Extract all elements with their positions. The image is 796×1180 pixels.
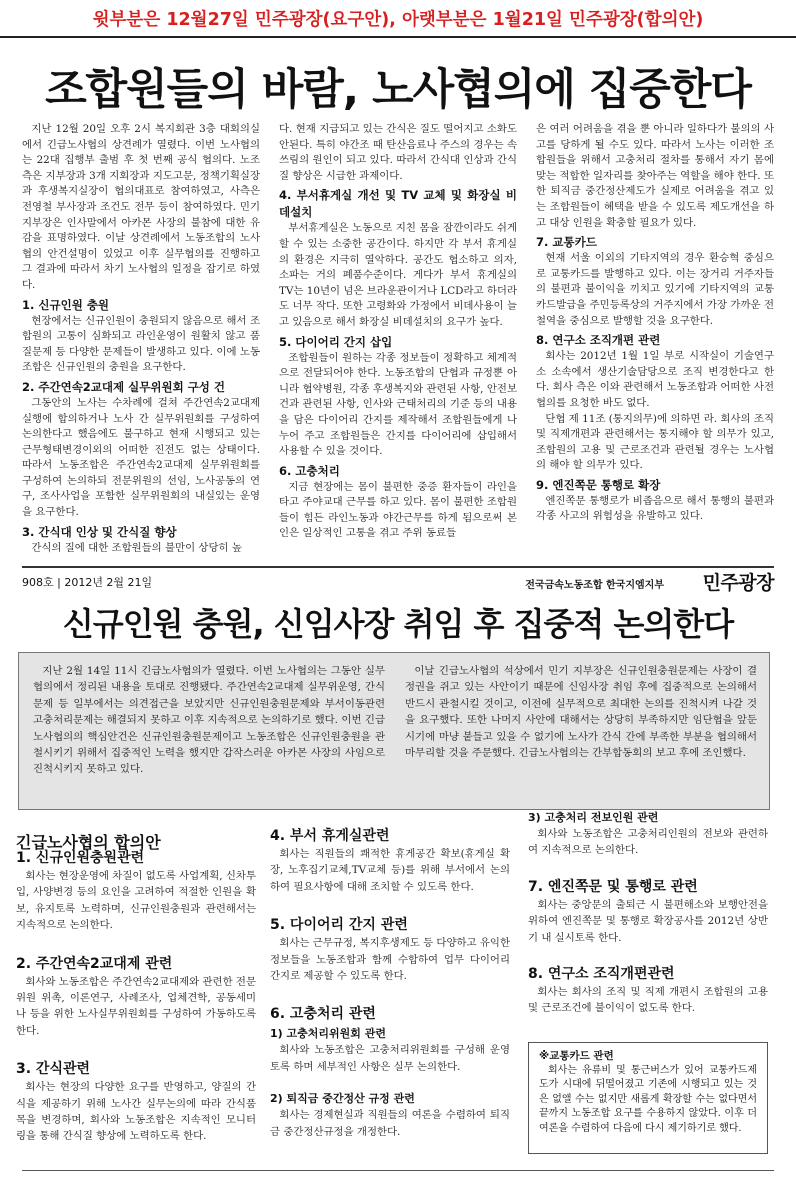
agree-heading-1: 1. 신규인원충원관련 xyxy=(16,850,145,866)
demand-heading-6: 6. 고충처리 xyxy=(279,463,340,478)
agree-text-5: 회사는 근무규정, 복지후생제도 등 다양하고 유익한 정보들을 노동조합과 함께 수합하여 업무 다이어리 간지로 제공할 수 있도록 한다. xyxy=(270,937,510,983)
banner-divider xyxy=(0,36,796,38)
demand-heading-3: 3. 간식대 인상 및 간식질 향상 xyxy=(22,524,177,539)
demand-text-9: 엔진쪽문 통행로가 비좁음으로 해서 통행의 불편과 각종 사고의 위험성을 유발하고 있다. xyxy=(536,494,774,523)
agree-heading-2: 2. 주간연속2교대제 관련 xyxy=(16,955,173,972)
agree-subheading-6-3: 3) 고충처리 전보인원 관련 xyxy=(528,811,659,824)
agree-heading-3: 3. 간식관련 xyxy=(16,1061,91,1078)
headline-second: 신규인원 충원, 신임사장 취임 후 집중적 논의한다 xyxy=(62,605,734,643)
headline-main: 조합원들의 바람, 노사협의에 집중한다 xyxy=(45,65,751,115)
summary-box xyxy=(18,652,770,810)
issue-number: 908호 | 2012년 2월 21일 xyxy=(22,576,153,589)
agree-subheading-6-1: 1) 고충처리위원회 관련 xyxy=(270,1027,386,1041)
page-footer xyxy=(22,566,774,594)
agree-subheading-6-2: 2) 퇴직금 중간정산 규정 관련 xyxy=(270,1092,415,1106)
banner-text: 윗부분은 12월27일 민주광장(요구안), 아랫부분은 1월21일 민주광장(합의안) xyxy=(92,10,704,30)
demand-heading-5: 5. 다이어리 간지 삽입 xyxy=(279,334,393,349)
demand-text-7: 현재 서울 이외의 기타지역의 경우 환승혁 중심으로 교통카드를 발행하고 있다. 이는 장거리 거주자들의 불편과 불이익을 끼치고 있기에 기타지역의 교통카드발급을 주민등록상의 거주지에서 가장 가까운 전철역을 중심으로 발행할 것을 요구한다. xyxy=(536,252,774,327)
summary-right xyxy=(405,663,757,761)
agree-heading-4: 4. 부서 휴게실관련 xyxy=(270,828,390,844)
summary-left xyxy=(33,663,385,778)
agree-heading-7: 7. 엔진쪽문 및 통행로 관련 xyxy=(528,878,698,895)
agree-heading-8: 8. 연구소 조직개편관련 xyxy=(528,966,675,983)
top-banner xyxy=(0,0,796,42)
agree-text-2: 회사와 노동조합은 주간연속2교대제와 관련한 전문위원 위촉, 이론연구, 사례조사, 업체견학, 공동세미나 등을 위한 노사실무위원회를 구성하여 가동하도록 한다. xyxy=(16,975,256,1037)
agreement-column-2 xyxy=(270,826,510,1140)
union-name: 전국금속노동조합 한국지엠지부 xyxy=(525,580,664,591)
agree-heading-5: 5. 다이어리 간지 관련 xyxy=(270,917,408,934)
demand-heading-8: 8. 연구소 조직개편 관련 xyxy=(536,333,661,348)
demand-text-3-cont: 다. 현재 지급되고 있는 간식은 질도 떨어지고 소화도 안된다. 특히 야간조 때 탄산음료나 주스의 경우는 속쓰림의 원인이 되고 있다. 따라서 간식대 인상과 간식질 향상은 시급한 과제이다. xyxy=(279,123,517,182)
bottom-rule xyxy=(22,1170,774,1171)
agree-text-6-2: 회사는 경제현실과 직원들의 여론을 수렴하여 퇴직금 중간정산규정을 개정한다. xyxy=(270,1109,510,1138)
agree-heading-6: 6. 고충처리 관련 xyxy=(270,1006,376,1023)
agreement-column-1 xyxy=(16,838,256,1145)
agree-text-7: 회사는 중앙문의 출퇴근 시 불편해소와 보행안전을 위하여 엔진쪽문 및 통행로 확장공사를 2012년 상반기 내 실시토록 한다. xyxy=(528,898,768,944)
agree-text-1: 회사는 현장운영에 차질이 없도록 사업계획, 신차투입, 사양변경 등의 요인을 고려하여 적절한 인원을 확보, 유지토록 노력하며, 신규인원충원과 관련해서는 지속적으로 논의한다. xyxy=(16,870,256,932)
summary-right-text: 이날 긴급노사협의 석상에서 민기 지부장은 신규인원충원문제는 사장이 결정권을 쥐고 있는 사안이기 때문에 신임사장 취임 후에 집중적으로 논의해서 반드시 관철시킬 것이고, 이전에 실무적으로 최대한 논의를 진척시켜 나갈 것을 요구했다. 또한 나머지 사안에 대해서는 상당히 부족하지만 임단협을 앞둔 시기에 마냥 붙들고 있을 수 없기에 노사가 간식 간에 부족한 부분을 협의해서 마무리할 것을 주문했다. 긴급노사협의는 간부합동회의 보고 후에 조인했다. xyxy=(405,665,757,760)
demand-heading-7: 7. 교통카드 xyxy=(536,235,597,250)
demand-heading-2: 2. 주간연속2교대제 실무위원회 구성 건 xyxy=(22,379,226,394)
article-body-demands xyxy=(22,122,774,556)
summary-left-text: 지난 2월 14일 11시 긴급노사협의가 열렸다. 이번 노사협의는 그동안 실무협의에서 정리된 내용을 토대로 진행됐다. 주간연속2교대제 실무위운영, 간식문제 등 일부에서는 의견접근을 보았지만 신규인원충원문제와 부서이동관련 고충처리문제는 해결되지 못하고 이후 지속적으로 논의하기로 했다. 이번 긴급노사협의의 핵심안건은 신규인원충원문제이고 노동조합은 신규인원충원을 관철시키기 위해서 집중적인 노력을 했지만 갑작스러운 아카몬 사장의 사임으로 진척시키지 못하고 있다. xyxy=(33,665,385,776)
demand-text-5: 조합원들이 원하는 각종 정보들이 정확하고 체계적으로 전달되어야 한다. 노동조합의 단협과 규정뿐 아니라 협약병원, 각종 후생복지와 관련된 사항, 안전보건과 관련된 사항, 인사와 근태처리의 기준 등의 내용을 담은 다이어리 간지를 제작해서 조합원들에게 나누어 주고 조합원들은 간지를 다이어리에 삽입해서 사용할 수 있을 것이다. xyxy=(279,351,517,458)
intro-paragraph: 지난 12월 20일 오후 2시 복지회관 3층 대회의실에서 긴급노사협의 상견례가 열렸다. 이번 노사협의는 22대 집행부 출범 후 첫 번째 공식 협의다. 노조 측은 지부장과 3개 지회장과 지도고문, 정책기획실장과 후생복지실장이 협의대표로 참여하였고, 사측은 전영철 부사장과 조건도 전무 등이 참여하였다. 민기 지부장은 인사말에서 아카몬 사장의 불참에 대한 유감을 표명하였다. 이날 상견례에서 노동조합의 노사협의 안건설명이 있었고 이후 실무협의를 진행하고 그 결과에 따라서 차기 노사협의 일정을 잡기로 하였다. xyxy=(22,123,260,291)
article-column-3 xyxy=(536,122,774,525)
demand-text-4: 부서휴게실은 노동으로 지친 몸을 잠깐이라도 쉬게 할 수 있는 소중한 공간이다. 하지만 각 부서 휴게실의 환경은 지극히 열악하다. 공간도 협소하고 의자, 소파는 거의 폐품수준이다. 게다가 부서 휴게실의 TV는 10년이 넘은 브라운관이거나 LCD라고 하더라도 너무 작다. 또한 고령화와 가정에서 비데사용이 늘고 있음으로 해서 화장실 비데설치의 요구가 높다. xyxy=(279,222,517,328)
newspaper-title: 민주광장 xyxy=(702,572,774,594)
agree-text-4: 회사는 직원들의 쾌적한 휴게공간 확보(휴게실 확장, 노후집기교체,TV교체 등)를 위해 부서에서 논의하여 필요사항에 대해 조치할 수 있도록 한다. xyxy=(270,848,510,893)
note-body: 회사는 유류비 및 통근버스가 있어 교통카드제도가 시대에 뒤떨어졌고 기존에 시행되고 있는 것은 없앨 수는 없지만 새롭게 확장할 수는 없다면서 끝까지 노동조합 요구를 수용하지 않았다. 이후 더 여론을 수렴하여 다음에 다시 제기하기로 했다. xyxy=(539,1064,757,1134)
demand-heading-9: 9. 엔진쪽문 통행로 확장 xyxy=(536,477,661,492)
demand-text-8b: 단협 제 11조 (통지의무)에 의하면 라. 회사의 조직 및 직제개편과 관련해서는 통지해야 할 의무가 있고, 조합원의 고용 및 근로조건과 관련될 경우는 노사협의 해야 할 의무가 있다. xyxy=(536,412,774,472)
demand-text-8a: 회사는 2012년 1월 1일 부로 시작실이 기술연구소 소속에서 생산기술담당으로 조직 변경한다고 한다. 회사 측은 이와 관련해서 노동조합과 어떠한 사전협의를 요청한 바도 없다. xyxy=(536,350,774,409)
article-column-1 xyxy=(22,122,260,556)
demand-heading-4: 4. 부서휴게실 개선 및 TV 교체 및 화장실 비데설치 xyxy=(279,188,517,220)
agree-text-8: 회사는 회사의 조직 및 직제 개편시 조합원의 고용 및 근로조건에 불이익이 없도록 한다. xyxy=(528,986,768,1015)
demand-text-2: 그동안의 노사는 수차례에 걸쳐 주간연속2교대제실행에 합의하거나 노사 간 실무위원회를 구성하여 논의한다고 했음에도 불구하고 현재 시행되고 있는 근무형태변경이외의 어떠한 진전도 없는 상태이다. 따라서 노동조합은 주간연속2교대제 실무위원회를 구성하여 논의하되 전문위원의 선임, 노사공동의 연구, 조사사업을 포함한 실무위원회의 내실있는 운영을 요구한다. xyxy=(22,396,260,519)
demand-text-6: 지금 현장에는 몸이 불편한 중증 환자들이 라인을 타고 주야교대 근무를 하고 있다. 몸이 불편한 조합원들이 힘든 라인노동과 야간근무를 하게 됨으로써 본인은 일상적인 고통을 겪고 주위 동료들 xyxy=(279,480,517,540)
transit-card-note xyxy=(528,1042,768,1154)
agreement-title: 긴급노사협의 합의안 xyxy=(16,833,161,852)
demand-text-3: 간식의 질에 대한 조합원들의 불만이 상당히 높 xyxy=(31,541,242,554)
demand-text-6-cont: 은 여러 어려움을 겪을 뿐 아니라 일하다가 불의의 사고를 당하게 될 수도 있다. 따라서 노사는 이러한 조합원들을 위해서 고충처리 절차를 통해서 자기 몸에 맞는 적합한 일자리를 찾아주는 역할을 해야 한다. 또한 퇴직금 중간정산제도가 실제로 어려움을 겪고 있는 조합원들이 혜택을 받을 수 있도록 제도개선을 하고 대상 인원을 확충할 필요가 있다. xyxy=(536,123,774,229)
agree-text-3: 회사는 현장의 다양한 요구를 반영하고, 양질의 간식을 제공하기 위해 노사간 실무논의에 따라 간식품목을 변경하며, 회사와 노동조합은 지속적인 모니터링을 통해 간식질 향상에 노력하도록 한다. xyxy=(16,1081,256,1143)
demand-text-1: 현장에서는 신규인원이 충원되지 않음으로 해서 조합원의 고통이 심화되고 라인운영이 원활치 않고 품질문제 등 다양한 문제들이 발생하고 있다. 이에 노동조합은 신규인원의 충원을 요구한다. xyxy=(22,314,260,374)
agreement-column-3 xyxy=(528,811,768,1017)
agree-text-6-1: 회사와 노동조합은 고충처리위원회를 구성해 운영토록 하며 세부적인 사항은 실무 논의한다. xyxy=(270,1044,510,1073)
note-title: ※교통카드 관련 xyxy=(539,1050,614,1062)
agree-text-6-3: 회사와 노동조합은 고충처리인원의 전보와 관련하여 지속적으로 논의한다. xyxy=(528,828,768,857)
article-column-2 xyxy=(279,122,517,542)
demand-heading-1: 1. 신규인원 충원 xyxy=(22,297,110,312)
